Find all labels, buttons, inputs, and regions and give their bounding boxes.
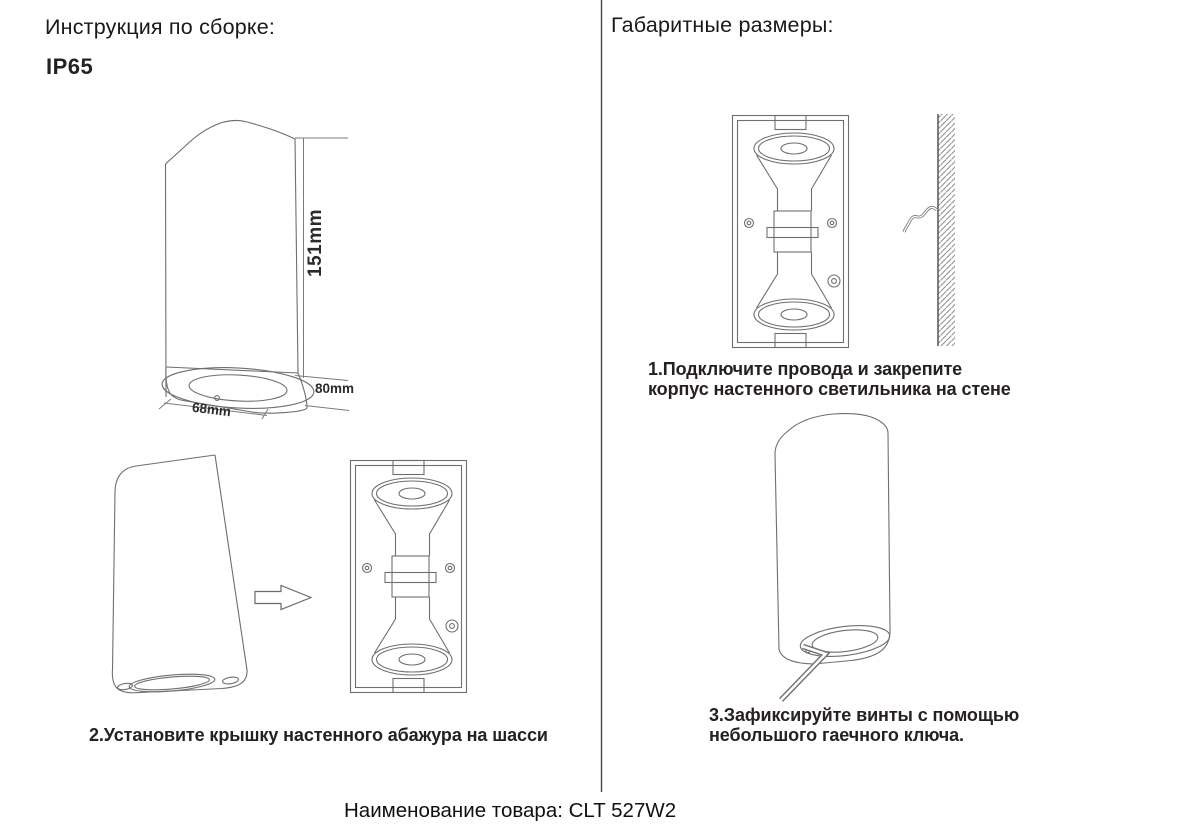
left-column-heading: Инструкция по сборке:: [45, 15, 276, 39]
right-column-heading: Габаритные размеры:: [611, 13, 834, 37]
arrow-right-icon: [255, 586, 311, 610]
chassis-drawing-assembly: [351, 461, 467, 693]
dimension-depth-label: 80mm: [315, 381, 355, 396]
step1-line2: корпус настенного светильника на стене: [648, 378, 1011, 399]
step2-caption: 2.Установите крышку настенного абажура на шасси: [89, 725, 548, 745]
chassis-drawing-wall: [733, 116, 849, 348]
wall-hatch: [938, 114, 955, 346]
step3-line1: 3.Зафиксируйте винты с помощью: [709, 705, 1020, 725]
dimension-width-label: 68mm: [191, 399, 232, 420]
ip-rating-label: IP65: [46, 54, 94, 79]
power-wire: [904, 207, 937, 232]
step1-caption: [648, 360, 1011, 399]
mount-hole: [117, 682, 133, 690]
step1-line1: 1.Подключите провода и закрепите: [648, 359, 963, 379]
step3-caption: [709, 706, 1019, 745]
assembled-lamp-drawing: [775, 414, 891, 700]
allen-key-icon: [781, 647, 826, 701]
shade-drawing: [112, 455, 247, 695]
step3-line2: небольшого гаечного ключа.: [709, 724, 964, 745]
mount-hole: [222, 676, 239, 685]
dimension-height-label: 151mm: [305, 209, 326, 277]
product-name-label: Наименование товара: CLT 527W2: [344, 799, 677, 822]
